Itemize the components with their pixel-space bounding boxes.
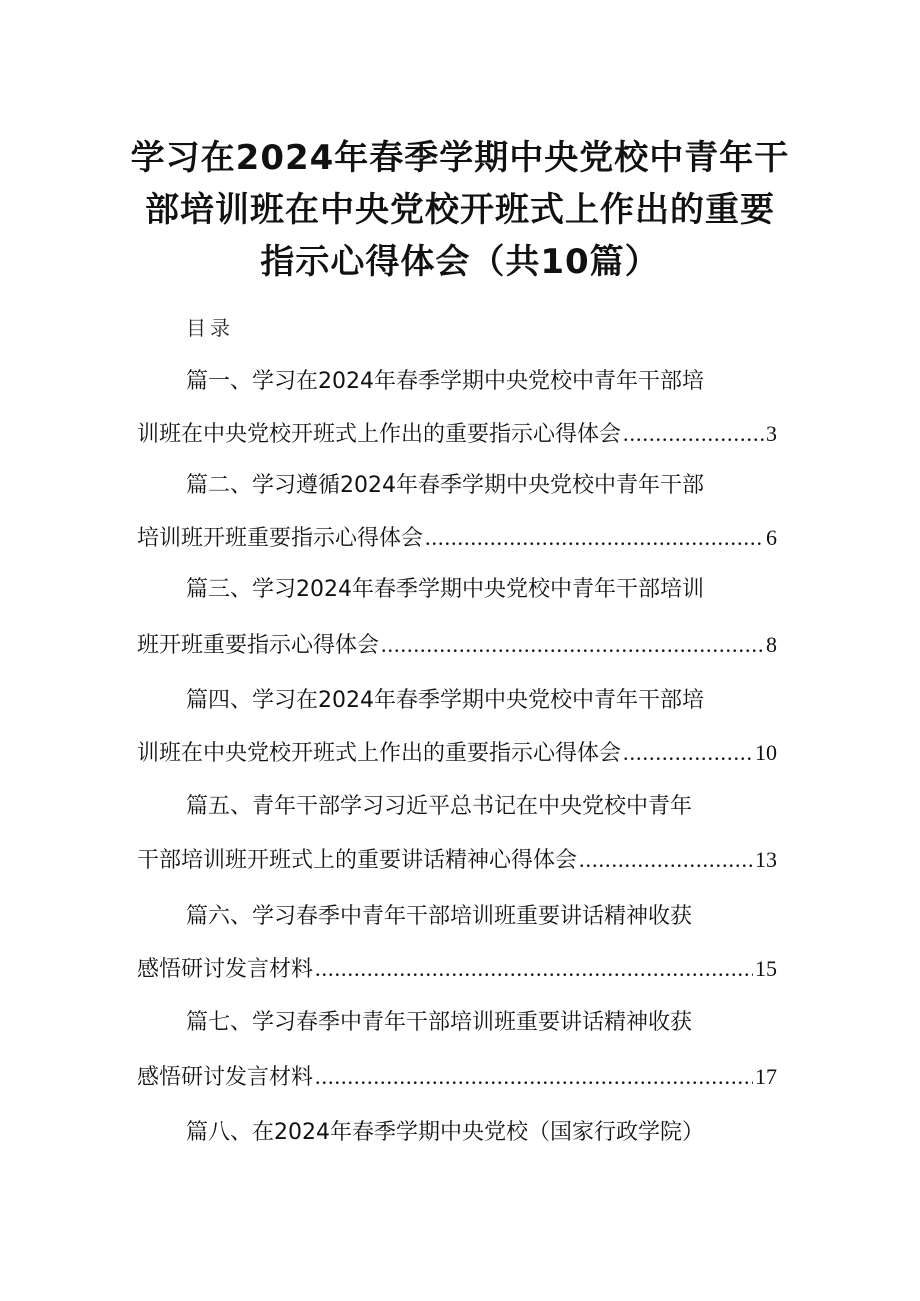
toc-page-number: 15 bbox=[755, 956, 777, 981]
document-title bbox=[130, 132, 790, 288]
toc-entry-7-title[interactable]: 篇七、学习春季中青年干部培训班重要讲话精神收获 bbox=[186, 1010, 693, 1035]
toc-entry-3-continuation[interactable] bbox=[137, 630, 777, 660]
toc-entry-7-continuation[interactable] bbox=[137, 1062, 777, 1092]
toc-entry-4-title[interactable]: 篇四、学习在2024年春季学期中央党校中青年干部培 bbox=[186, 688, 704, 713]
toc-entry-2-title[interactable]: 篇二、学习遵循2024年春季学期中央党校中青年干部 bbox=[186, 473, 704, 498]
toc-entry-6-title[interactable]: 篇六、学习春季中青年干部培训班重要讲话精神收获 bbox=[186, 904, 693, 929]
toc-page-number: 13 bbox=[755, 847, 777, 872]
dot-leader bbox=[381, 630, 764, 660]
toc-page-number: 17 bbox=[755, 1064, 777, 1089]
toc-heading: 目录 bbox=[186, 316, 234, 340]
dot-leader bbox=[623, 738, 753, 768]
toc-entry-5-title[interactable]: 篇五、青年干部学习习近平总书记在中央党校中青年 bbox=[186, 794, 693, 819]
toc-entry-text: 班开班重要指示心得体会 bbox=[137, 633, 380, 658]
toc-page-number: 8 bbox=[766, 632, 777, 657]
dot-leader bbox=[315, 1062, 753, 1092]
toc-page-number: 3 bbox=[766, 421, 777, 446]
title-line: 学习在2024年春季学期中央党校中青年干 bbox=[130, 138, 790, 178]
toc-entry-1-continuation[interactable] bbox=[137, 419, 777, 449]
toc-entry-text: 培训班开班重要指示心得体会 bbox=[137, 526, 424, 551]
toc-entry-text: 感悟研讨发言材料 bbox=[137, 1065, 314, 1090]
title-line: 部培训班在中央党校开班式上作出的重要 bbox=[145, 190, 775, 230]
toc-entry-3-title[interactable]: 篇三、学习2024年春季学期中央党校中青年干部培训 bbox=[186, 577, 704, 602]
dot-leader bbox=[623, 419, 764, 449]
dot-leader bbox=[425, 523, 764, 553]
toc-entry-text: 训班在中央党校开班式上作出的重要指示心得体会 bbox=[137, 741, 622, 766]
toc-entry-1-title[interactable]: 篇一、学习在2024年春季学期中央党校中青年干部培 bbox=[186, 369, 704, 394]
toc-entry-text: 干部培训班开班式上的重要讲话精神心得体会 bbox=[137, 848, 578, 873]
toc-entry-5-continuation[interactable] bbox=[137, 845, 777, 875]
toc-entry-2-continuation[interactable] bbox=[137, 523, 777, 553]
toc-entry-8-title[interactable]: 篇八、在2024年春季学期中央党校（国家行政学院） bbox=[186, 1120, 704, 1145]
title-line: 指示心得体会（共10篇） bbox=[260, 242, 660, 282]
toc-page-number: 6 bbox=[766, 525, 777, 550]
toc-entry-6-continuation[interactable] bbox=[137, 954, 777, 984]
toc-entry-text: 感悟研讨发言材料 bbox=[137, 957, 314, 982]
toc-entry-4-continuation[interactable] bbox=[137, 738, 777, 768]
dot-leader bbox=[315, 954, 753, 984]
toc-entry-text: 训班在中央党校开班式上作出的重要指示心得体会 bbox=[137, 422, 622, 447]
toc-page-number: 10 bbox=[755, 740, 777, 765]
dot-leader bbox=[579, 845, 753, 875]
